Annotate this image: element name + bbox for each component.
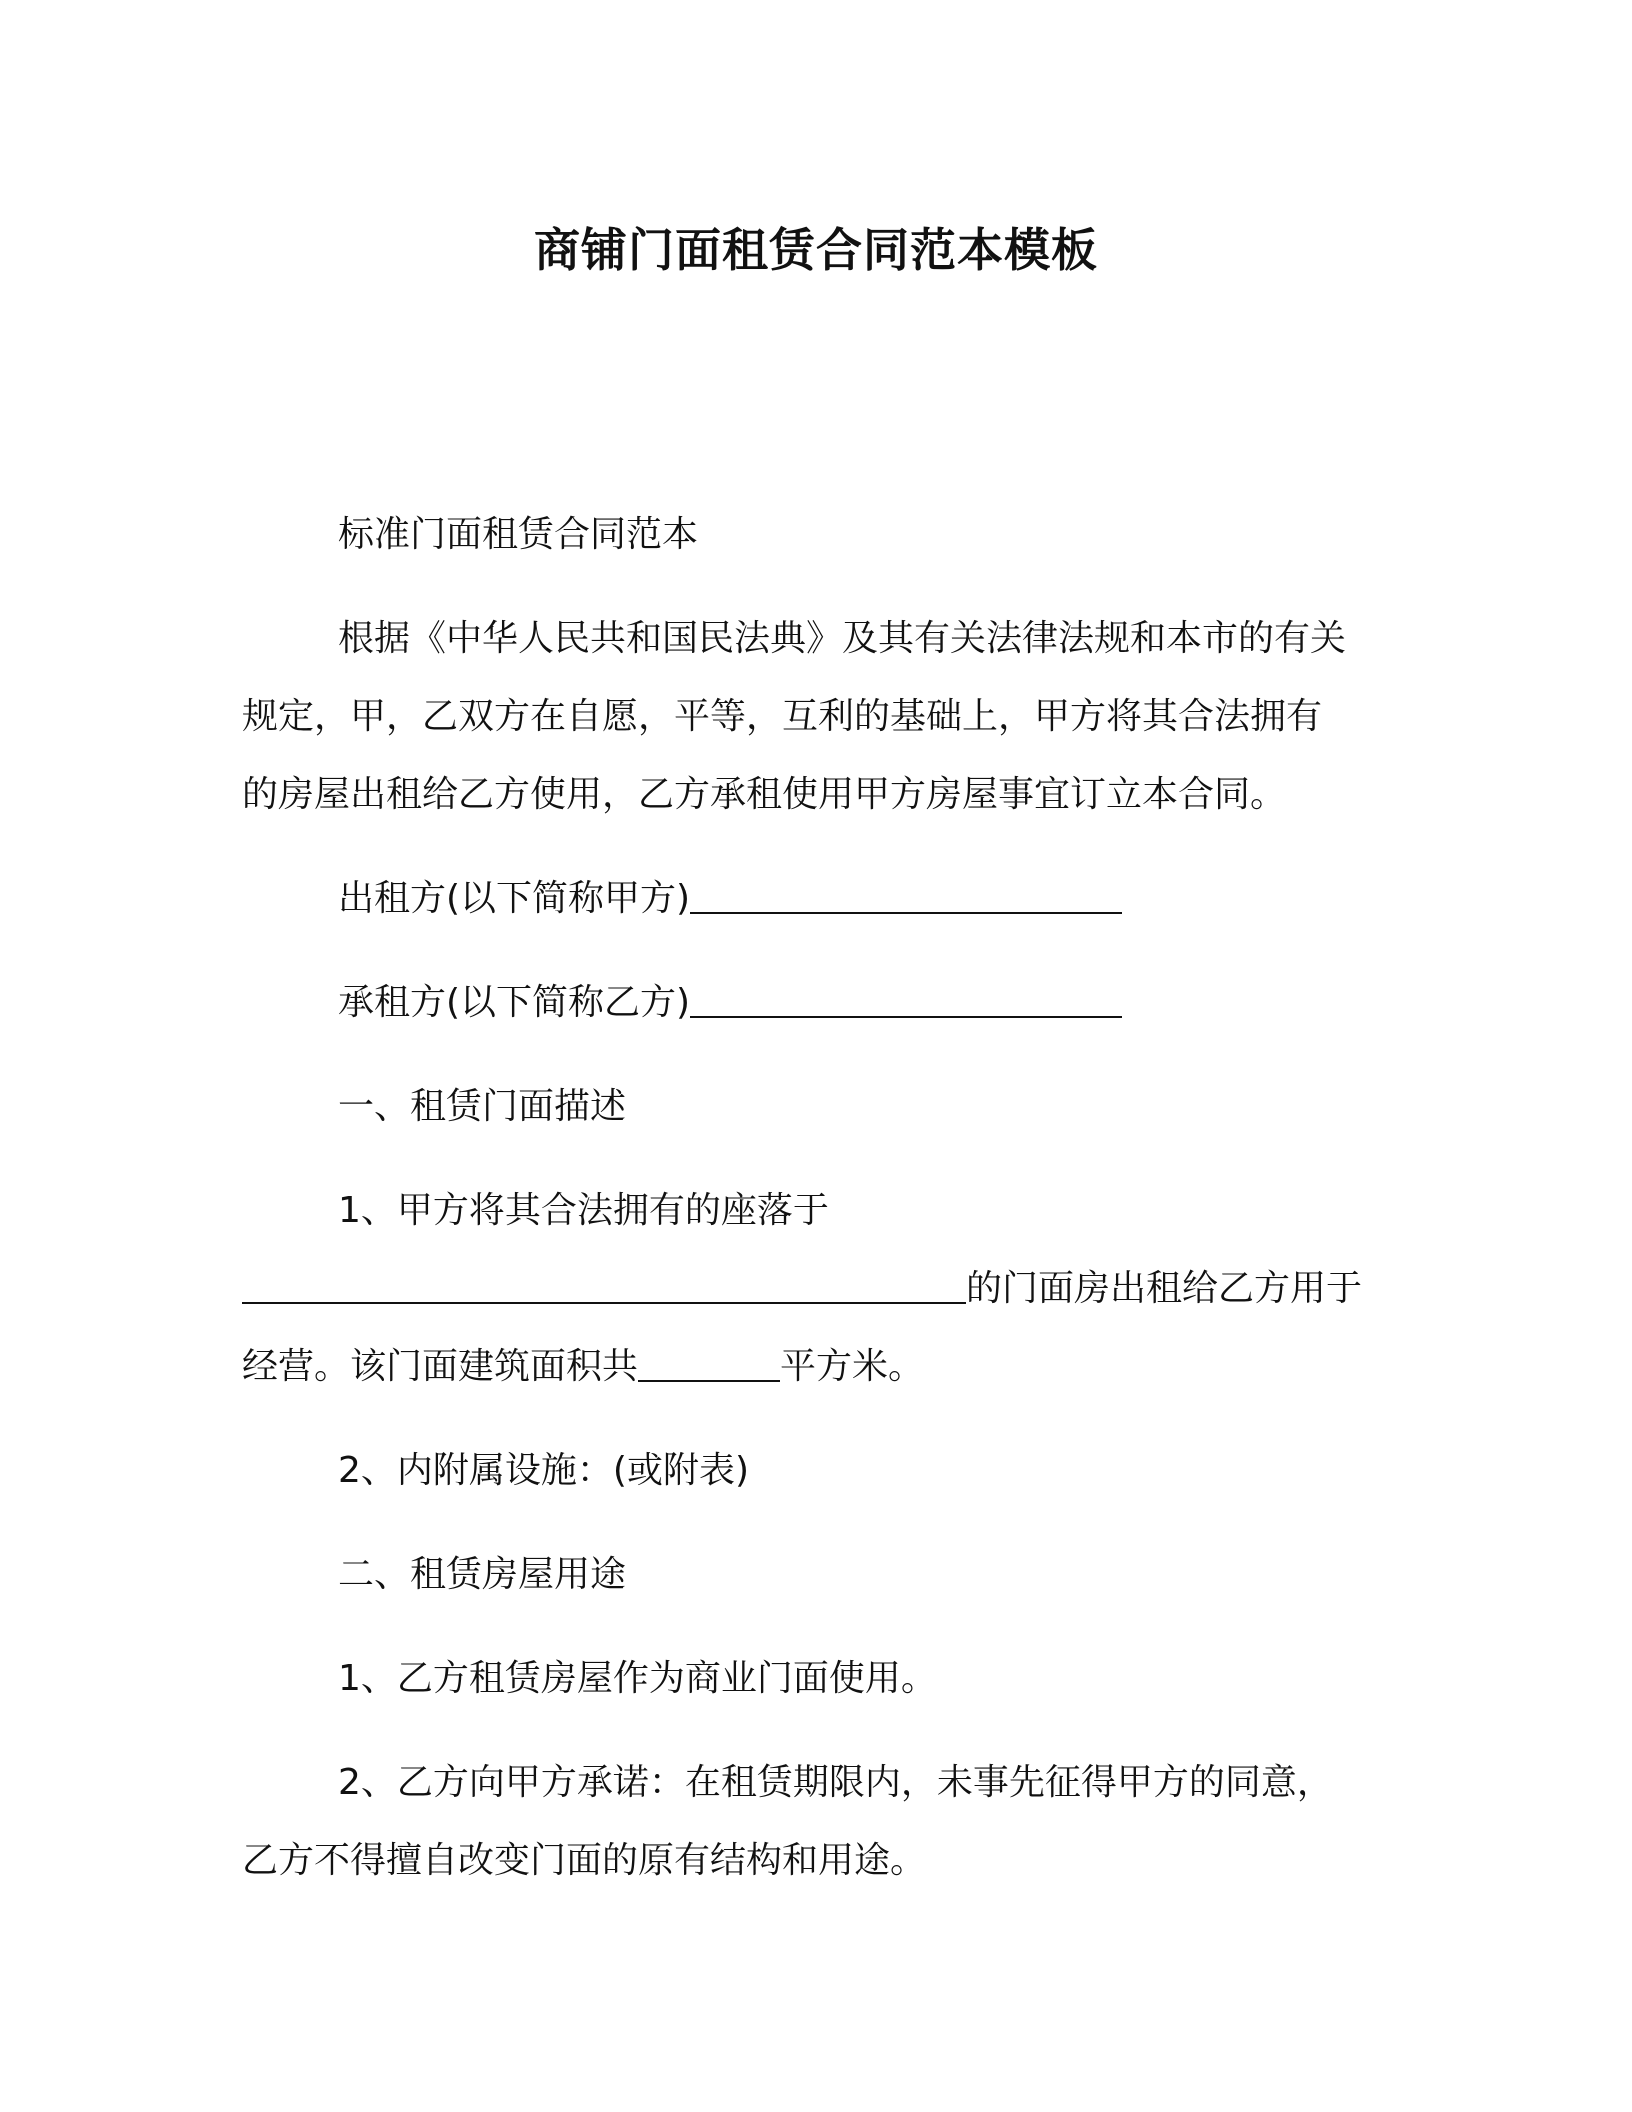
area-suffix: 平方米。: [780, 1346, 925, 1387]
intro-line-1: 根据《中华人民共和国民法典》及其有关法律法规和本市的有关: [338, 618, 1347, 659]
section-2-heading: 二、租赁房屋用途: [338, 1554, 627, 1595]
intro-paragraph: [242, 600, 1392, 834]
area-blank[interactable]: [638, 1340, 780, 1382]
location-blank[interactable]: [242, 1262, 966, 1304]
document-body: [242, 496, 1392, 1926]
lessee-label: 承租方(以下简称乙方): [338, 982, 691, 1023]
lessee-blank[interactable]: [690, 976, 1122, 1018]
item-1-line-2: [242, 1250, 1392, 1328]
lessor-label: 出租方(以下简称甲方): [338, 878, 691, 919]
intro-line-3: 的房屋出租给乙方使用，乙方承租使用甲方房屋事宜订立本合同。: [242, 774, 1287, 815]
lessor-field: [242, 860, 1392, 938]
location-suffix: 的门面房出租给乙方用于: [966, 1268, 1363, 1309]
item-1-line-3: [242, 1328, 1392, 1406]
area-prefix: 经营。该门面建筑面积共: [242, 1346, 639, 1387]
lessee-field: [242, 964, 1392, 1042]
section-2-item-1: 1、乙方租赁房屋作为商业门面使用。: [338, 1658, 937, 1699]
item-1-line-1: 1、甲方将其合法拥有的座落于: [338, 1190, 829, 1231]
item-2-line-1: 2、乙方向甲方承诺：在租赁期限内，未事先征得甲方的同意，: [338, 1762, 1333, 1803]
intro-line-2: 规定，甲，乙双方在自愿，平等，互利的基础上，甲方将其合法拥有: [242, 696, 1323, 737]
lessor-blank[interactable]: [690, 872, 1122, 914]
section-1-item-2: 2、内附属设施：(或附表): [338, 1450, 749, 1491]
section-1-heading: 一、租赁门面描述: [338, 1086, 627, 1127]
contract-subtitle: 标准门面租赁合同范本: [338, 514, 699, 555]
item-2-line-2: 乙方不得擅自改变门面的原有结构和用途。: [242, 1840, 927, 1881]
section-2-item-2: [242, 1744, 1392, 1900]
document-title: 商铺门面租赁合同范本模板: [534, 223, 1098, 277]
section-1-item-1: [242, 1172, 1392, 1406]
